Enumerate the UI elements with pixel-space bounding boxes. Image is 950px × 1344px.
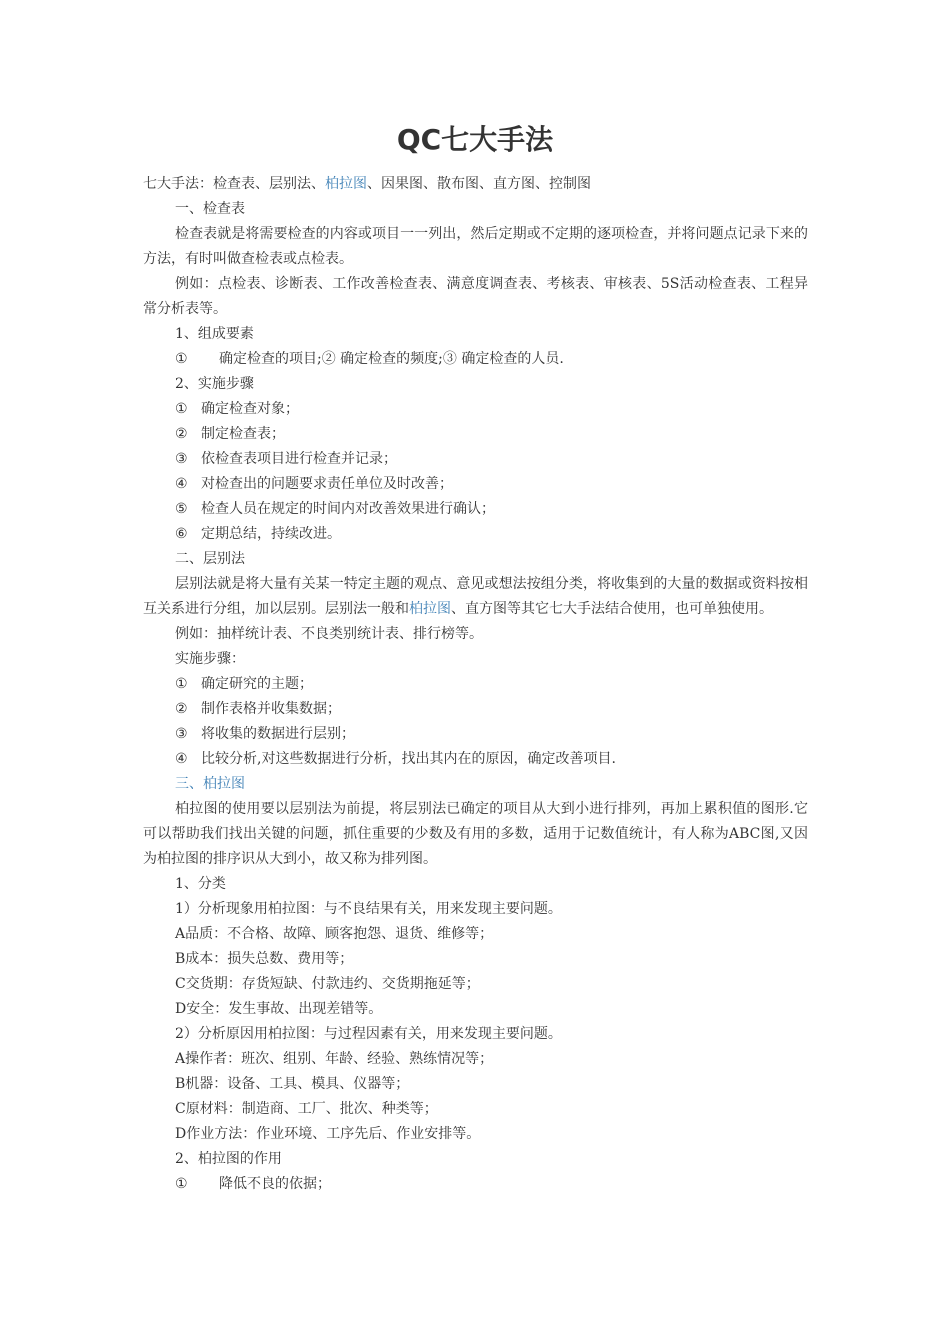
subheading: 1、分类 bbox=[175, 876, 226, 892]
list-item: B成本：损失总数、费用等； bbox=[175, 951, 354, 967]
list-item: B机器：设备、工具、模具、仪器等； bbox=[175, 1076, 410, 1092]
list-item: ⑤ 检查人员在规定的时间内对改善效果进行确认； bbox=[175, 501, 495, 517]
list-item: D安全：发生事故、出现差错等。 bbox=[175, 1001, 383, 1017]
subheading: 2、实施步骤 bbox=[175, 376, 254, 392]
pareto-link[interactable]: 柏拉图 bbox=[203, 776, 245, 792]
list-item: ④ 对检查出的问题要求责任单位及时改善； bbox=[175, 476, 453, 492]
list-item: D作业方法：作业环境、工序先后、作业安排等。 bbox=[175, 1126, 481, 1142]
paragraph: 检查表就是将需要检查的内容或项目一一列出，然后定期或不定期的逐项检查，并将问题点记录下来的方法，有时叫做查检表或点检表。 bbox=[143, 226, 808, 267]
section-heading: 一、检查表 bbox=[175, 201, 245, 217]
list-item: A操作者：班次、组别、年龄、经验、熟练情况等； bbox=[175, 1051, 494, 1067]
subheading: 实施步骤： bbox=[175, 651, 245, 667]
list-item: ① 确定研究的主题； bbox=[175, 676, 313, 692]
list-item: ④ 比较分析,对这些数据进行分析，找出其内在的原因，确定改善项目. bbox=[175, 751, 616, 767]
list-item: ① 降低不良的依据； bbox=[175, 1176, 331, 1192]
paragraph: 柏拉图的使用要以层别法为前提，将层别法已确定的项目从大到小进行排列，再加上累积值的图形.它可以帮助我们找出关键的问题，抓住重要的少数及有用的多数，适用于记数值统计，有人称为ABC图,又因为柏拉图的排序识从大到小，故又称为排列图。 bbox=[143, 801, 808, 867]
section-heading: 二、层别法 bbox=[175, 551, 245, 567]
list-item: ① 确定检查的项目;② 确定检查的频度;③ 确定检查的人员. bbox=[175, 351, 564, 367]
pareto-link[interactable]: 柏拉图 bbox=[409, 601, 451, 617]
paragraph: 例如：抽样统计表、不良类别统计表、排行榜等。 bbox=[175, 626, 483, 642]
paragraph: 层别法就是将大量有关某一特定主题的观点、意见或想法按组分类，将收集到的大量的数据或资料按相互关系进行分组，加以层别。层别法一般和柏拉图、直方图等其它七大手法结合使用，也可单独使用。 bbox=[143, 576, 808, 617]
subheading: 2、柏拉图的作用 bbox=[175, 1151, 282, 1167]
paragraph: 例如：点检表、诊断表、工作改善检查表、满意度调查表、考核表、审核表、5S活动检查表、工程异常分析表等。 bbox=[143, 276, 808, 317]
section-heading: 三、柏拉图 bbox=[175, 776, 245, 792]
list-item: A品质：不合格、故障、顾客抱怨、退货、维修等； bbox=[175, 926, 494, 942]
list-item: ③ 将收集的数据进行层别； bbox=[175, 726, 355, 742]
document-title: QC七大手法 bbox=[396, 123, 554, 156]
list-title: 1）分析现象用柏拉图：与不良结果有关，用来发现主要问题。 bbox=[175, 901, 562, 917]
pareto-link[interactable]: 柏拉图 bbox=[325, 176, 367, 192]
list-item: ① 确定检查对象； bbox=[175, 401, 299, 417]
list-title: 2）分析原因用柏拉图：与过程因素有关，用来发现主要问题。 bbox=[175, 1026, 562, 1042]
list-item: ② 制定检查表； bbox=[175, 426, 285, 442]
subheading: 1、组成要素 bbox=[175, 326, 254, 342]
document-body bbox=[143, 172, 808, 1197]
list-item: C原材料：制造商、工厂、批次、种类等； bbox=[175, 1101, 438, 1117]
list-item: ③ 依检查表项目进行检查并记录； bbox=[175, 451, 397, 467]
list-item: C交货期：存货短缺、付款违约、交货期拖延等； bbox=[175, 976, 480, 992]
list-item: ⑥ 定期总结，持续改进。 bbox=[175, 526, 341, 542]
intro-line: 七大手法：检查表、层别法、柏拉图、因果图、散布图、直方图、控制图 bbox=[143, 176, 591, 192]
list-item: ② 制作表格并收集数据； bbox=[175, 701, 341, 717]
